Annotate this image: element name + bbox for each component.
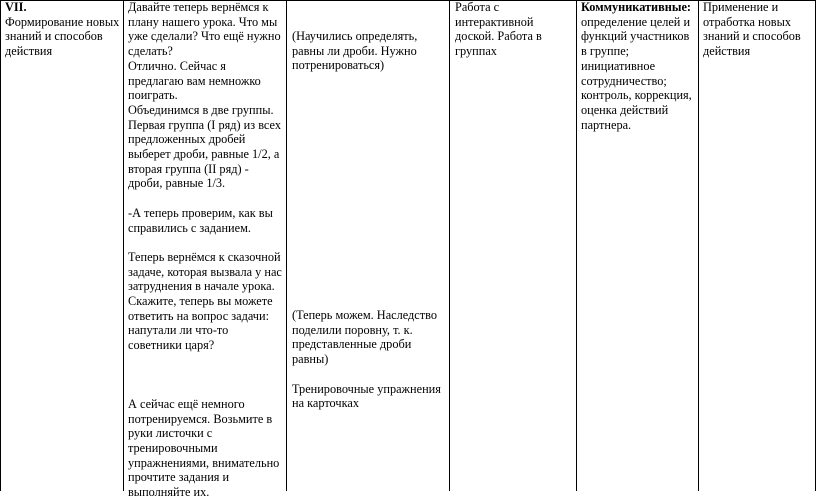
teacher-paragraph: -А теперь проверим, как вы справились с заданием. <box>128 205 273 235</box>
stage-cell <box>5 0 120 59</box>
work-form-cell <box>455 0 573 59</box>
student-activity-cell <box>292 308 444 411</box>
column-divider <box>286 0 287 491</box>
column-divider <box>123 0 124 491</box>
column-divider <box>449 0 450 491</box>
teacher-paragraph: Давайте теперь вернёмся к плану нашего урока. Что мы уже сделали? Что ещё нужно сделать? <box>128 0 281 59</box>
student-paragraph: Тренировочные упражнения на карточках <box>292 381 441 411</box>
uud-heading: Коммуникативные: <box>581 0 692 14</box>
result-text: Применение и отработка новых знаний и способов действия <box>703 0 801 59</box>
uud-cell <box>581 0 696 132</box>
table-border-left <box>0 0 1 491</box>
student-paragraph: (Научились определять, равны ли дроби. Нужно потренироваться) <box>292 29 418 73</box>
column-divider <box>576 0 577 491</box>
stage-name: Формирование новых знаний и способов действия <box>5 14 120 59</box>
student-activity-cell <box>292 29 444 73</box>
teacher-activity-cell <box>128 0 283 500</box>
student-paragraph: (Теперь можем. Наследство поделили поровну, т. к. представленные дроби равны) <box>292 308 437 367</box>
result-cell <box>703 0 813 59</box>
work-form-text: Работа с интерактивной доской. Работа в группах <box>455 0 542 59</box>
teacher-paragraph: Теперь вернёмся к сказочной задаче, которая вызвала у нас затруднения в начале урока. Скажите, теперь вы можете ответить на вопрос задачи: напутали ли что-то советники царя? <box>128 249 282 353</box>
teacher-paragraph: Отлично. Сейчас я предлагаю вам немножко поиграть. <box>128 58 261 103</box>
column-divider <box>698 0 699 491</box>
uud-text: определение целей и функций участников в группе; инициативное сотрудничество; контроль, коррекция, оценка действий партнера. <box>581 14 692 132</box>
teacher-paragraph: Объединимся в две группы. Первая группа (I ряд) из всех предложенных дробей выберет дроби, равные 1/2, а вторая группа (II ряд) - дроби, равные 1/3. <box>128 102 281 191</box>
stage-number: VII. <box>5 0 27 14</box>
teacher-paragraph: А сейчас ещё немного потренируемся. Возьмите в руки листочки с тренировочными упражнениями, внимательно прочтите задания и выполняйте их. <box>128 396 280 500</box>
